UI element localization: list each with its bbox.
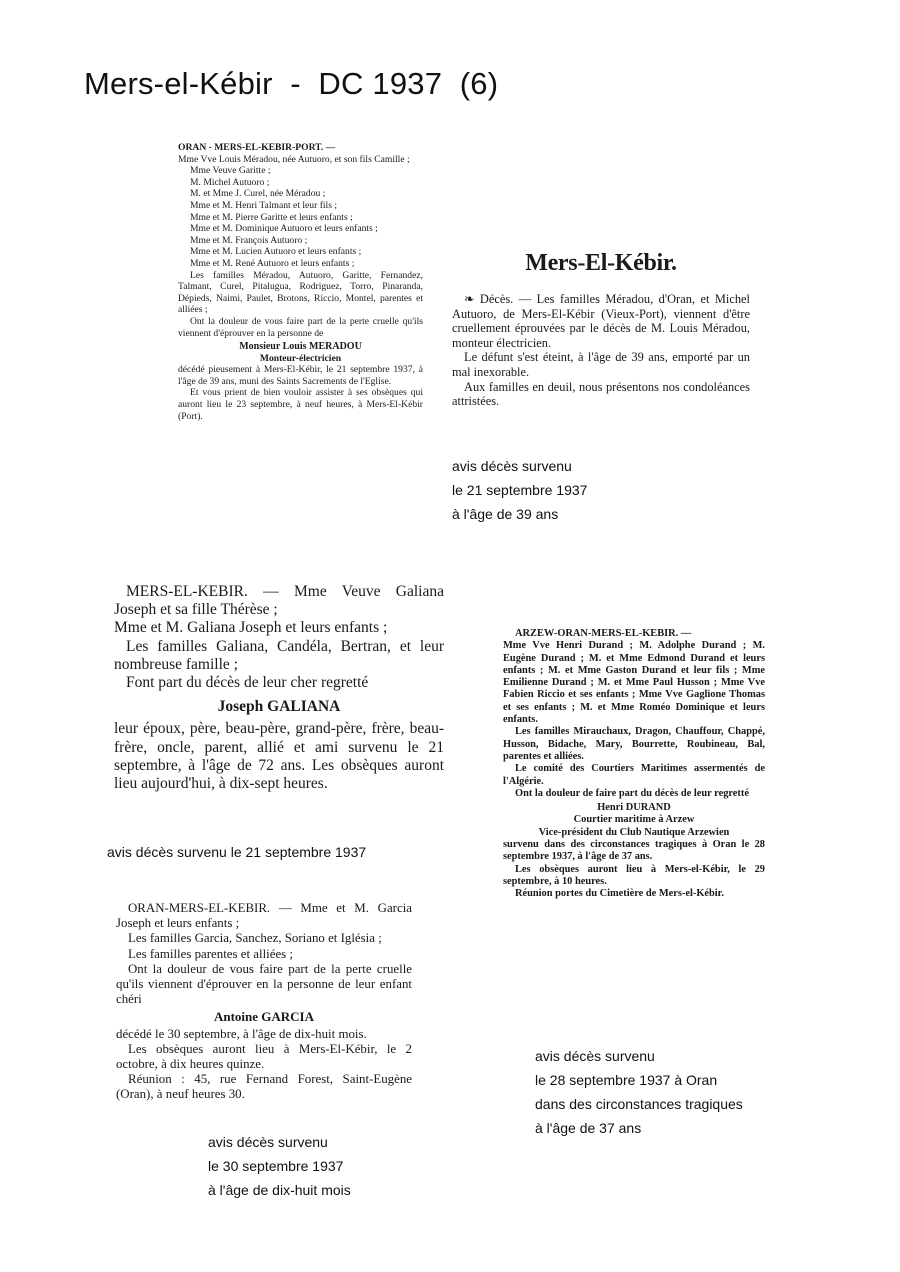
clipping-line: Mme et M. René Autuoro et leurs enfants ;	[190, 257, 355, 269]
annotation-galiana	[107, 840, 366, 864]
annotation-line: dans des circonstances tragiques	[535, 1096, 743, 1112]
deceased-name: Antoine GARCIA	[213, 1009, 315, 1025]
annotation-meradou	[452, 454, 587, 526]
clipping-line: Les familles Méradou, Autuoro, Garitte, Fernandez, Talmant, Curel, Pitalugua, Rodriguez, Torro, Pinaranda, Dépieds, Naimi, Paulet, Brotons, Riccio, Montel, parentes et alliées ;	[178, 269, 423, 316]
clipping-heading: MERS-EL-KEBIR. — Mme Veuve Galiana Joseph et sa fille Thérèse ;	[114, 583, 444, 619]
clipping-line: Les familles Galiana, Candéla, Bertran, et leur nombreuse famille ;	[114, 637, 444, 673]
annotation-line: à l'âge de dix-huit mois	[208, 1182, 351, 1198]
clipping-line: Mme Vve Henri Durand ; M. Adolphe Durand ; M. Eugène Durand ; M. et Mme Edmond Durand et leurs enfants ; M. et Mme Gaston Durand et leur fils ; Mme Emilienne Durand ; M. et Mme Paul Husson ; Mme Vve Fabien Riccio et ses enfants ; Mme Vve Gaglione Thomas et ses enfants ; M. et Mme Roméo Dominique et leurs enfants.	[503, 640, 765, 726]
clipping-line: Le défunt s'est éteint, à l'âge de 39 ans, emporté par un mal inexorable.	[452, 350, 750, 379]
clipping-line: Font part du décès de leur cher regretté	[126, 674, 369, 692]
clipping-line: Les obsèques auront lieu à Mers-el-Kébir, le 29 septembre, à 10 heures.	[503, 863, 765, 887]
clipping-line: Mme et M. Galiana Joseph et leurs enfants ;	[114, 619, 388, 637]
clipping-heading: ORAN-MERS-EL-KEBIR. — Mme et M. Garcia Joseph et leurs enfants ;	[116, 901, 412, 931]
deceased-title: Vice-président du Club Nautique Arzewien	[538, 826, 730, 838]
clipping-line: Et vous prient de bien vouloir assister à ses obsèques qui auront lieu le 23 septembre, à neuf heures, à Mers-El-Kébir (Port).	[178, 387, 423, 422]
clipping-line: Mme et M. Pierre Garitte et leurs enfants ;	[190, 211, 353, 223]
annotation-line: à l'âge de 39 ans	[452, 506, 559, 522]
obituary-clipping-meradou-family	[178, 142, 423, 422]
annotation-line: le 21 septembre 1937	[452, 482, 588, 498]
annotation-durand	[535, 1044, 743, 1140]
clipping-line: leur époux, père, beau-père, grand-père, frère, beau-frère, oncle, parent, allié et ami survenu le 21 septembre, à l'âge de 72 ans. Les obsèques auront lieu aujourd'hui, à dix-sept heures.	[114, 720, 444, 793]
clipping-title: Mers-El-Kébir.	[525, 250, 677, 276]
clipping-line: survenu dans des circonstances tragiques à Oran le 28 septembre 1937, à l'âge de 37 ans.	[503, 839, 765, 863]
clipping-line: Mme et M. Lucien Autuoro et leurs enfants ;	[190, 246, 362, 258]
clipping-line: M. Michel Autuoro ;	[190, 176, 270, 188]
clipping-line: Ont la douleur de faire part du décès de leur regretté	[515, 787, 749, 799]
clipping-line: Ont la douleur de vous faire part de la perte cruelle qu'ils viennent d'éprouver en la personne de leur enfant chéri	[116, 961, 412, 1007]
annotation-line: avis décès survenu	[208, 1134, 328, 1150]
annotation-line: avis décès survenu	[452, 458, 572, 474]
clipping-line: Réunion portes du Cimetière de Mers-el-Kébir.	[515, 888, 724, 900]
annotation-line: le 30 septembre 1937	[208, 1158, 344, 1174]
clipping-line: Les obsèques auront lieu à Mers-El-Kébir, le 2 octobre, à dix heures quinze.	[116, 1041, 412, 1072]
annotation-line: avis décès survenu	[535, 1048, 655, 1064]
deceased-name: Joseph GALIANA	[217, 698, 341, 716]
clipping-line: Les familles Mirauchaux, Dragon, Chauffour, Chappé, Husson, Bidache, Mary, Bourrette, Roubineau, Bal, parentes et alliées.	[503, 726, 765, 762]
clipping-line: Mme et M. Henri Talmant et leur fils ;	[190, 199, 338, 211]
clipping-line: Ont la douleur de vous faire part de la perte cruelle qu'ils viennent d'éprouver en la personne de	[178, 315, 423, 339]
clipping-line: Le comité des Courtiers Maritimes assermentés de l'Algérie.	[503, 763, 765, 787]
page-title: Mers-el-Kébir - DC 1937 (6)	[84, 66, 499, 101]
clipping-line: Mme Vve Louis Méradou, née Autuoro, et son fils Camille ;	[178, 153, 410, 165]
obituary-clipping-durand	[503, 628, 765, 901]
clipping-line: ❧ Décès. — Les familles Méradou, d'Oran, et Michel Autuoro, de Mers-El-Kébir (Vieux-Port), viennent d'être cruellement éprouvées par le décès de M. Louis Méradou, monteur électricien.	[452, 292, 750, 350]
clipping-line: Les familles Garcia, Sanchez, Soriano et Iglésia ;	[128, 931, 382, 946]
obituary-clipping-garcia	[116, 901, 412, 1103]
news-clipping-mers-el-kebir	[452, 248, 750, 409]
clipping-line: décédé pieusement à Mers-El-Kébir, le 21 septembre 1937, à l'âge de 39 ans, muni des Saints Sacrements de l'Eglise.	[178, 364, 423, 387]
obituary-clipping-galiana	[114, 583, 444, 793]
deceased-profession: Courtier maritime à Arzew	[573, 814, 695, 826]
clipping-line: Aux familles en deuil, nous présentons nos condoléances attristées.	[452, 379, 750, 409]
clipping-line: Réunion : 45, rue Fernand Forest, Saint-Eugène (Oran), à neuf heures 30.	[116, 1072, 412, 1102]
clipping-line: Mme Veuve Garitte ;	[190, 165, 271, 177]
clipping-line: décédé le 30 septembre, à l'âge de dix-huit mois.	[116, 1026, 367, 1041]
deceased-name: Henri DURAND	[597, 802, 671, 814]
clipping-heading: ORAN - MERS-EL-KEBIR-PORT. —	[178, 142, 336, 153]
deceased-name: Monsieur Louis MERADOU	[239, 341, 362, 353]
clipping-line: Mme et M. Dominique Autuoro et leurs enfants ;	[190, 223, 378, 235]
deceased-profession: Monteur-électricien	[259, 352, 342, 364]
clipping-line: Les familles parentes et alliées ;	[128, 946, 294, 961]
clipping-line: Mme et M. François Autuoro ;	[190, 234, 308, 246]
annotation-line: avis décès survenu le 21 septembre 1937	[107, 844, 367, 860]
annotation-line: le 28 septembre 1937 à Oran	[535, 1072, 718, 1088]
annotation-line: à l'âge de 37 ans	[535, 1120, 642, 1136]
clipping-heading: ARZEW-ORAN-MERS-EL-KEBIR. —	[515, 628, 692, 639]
annotation-garcia	[208, 1130, 351, 1202]
clipping-line: M. et Mme J. Curel, née Méradou ;	[190, 188, 326, 200]
